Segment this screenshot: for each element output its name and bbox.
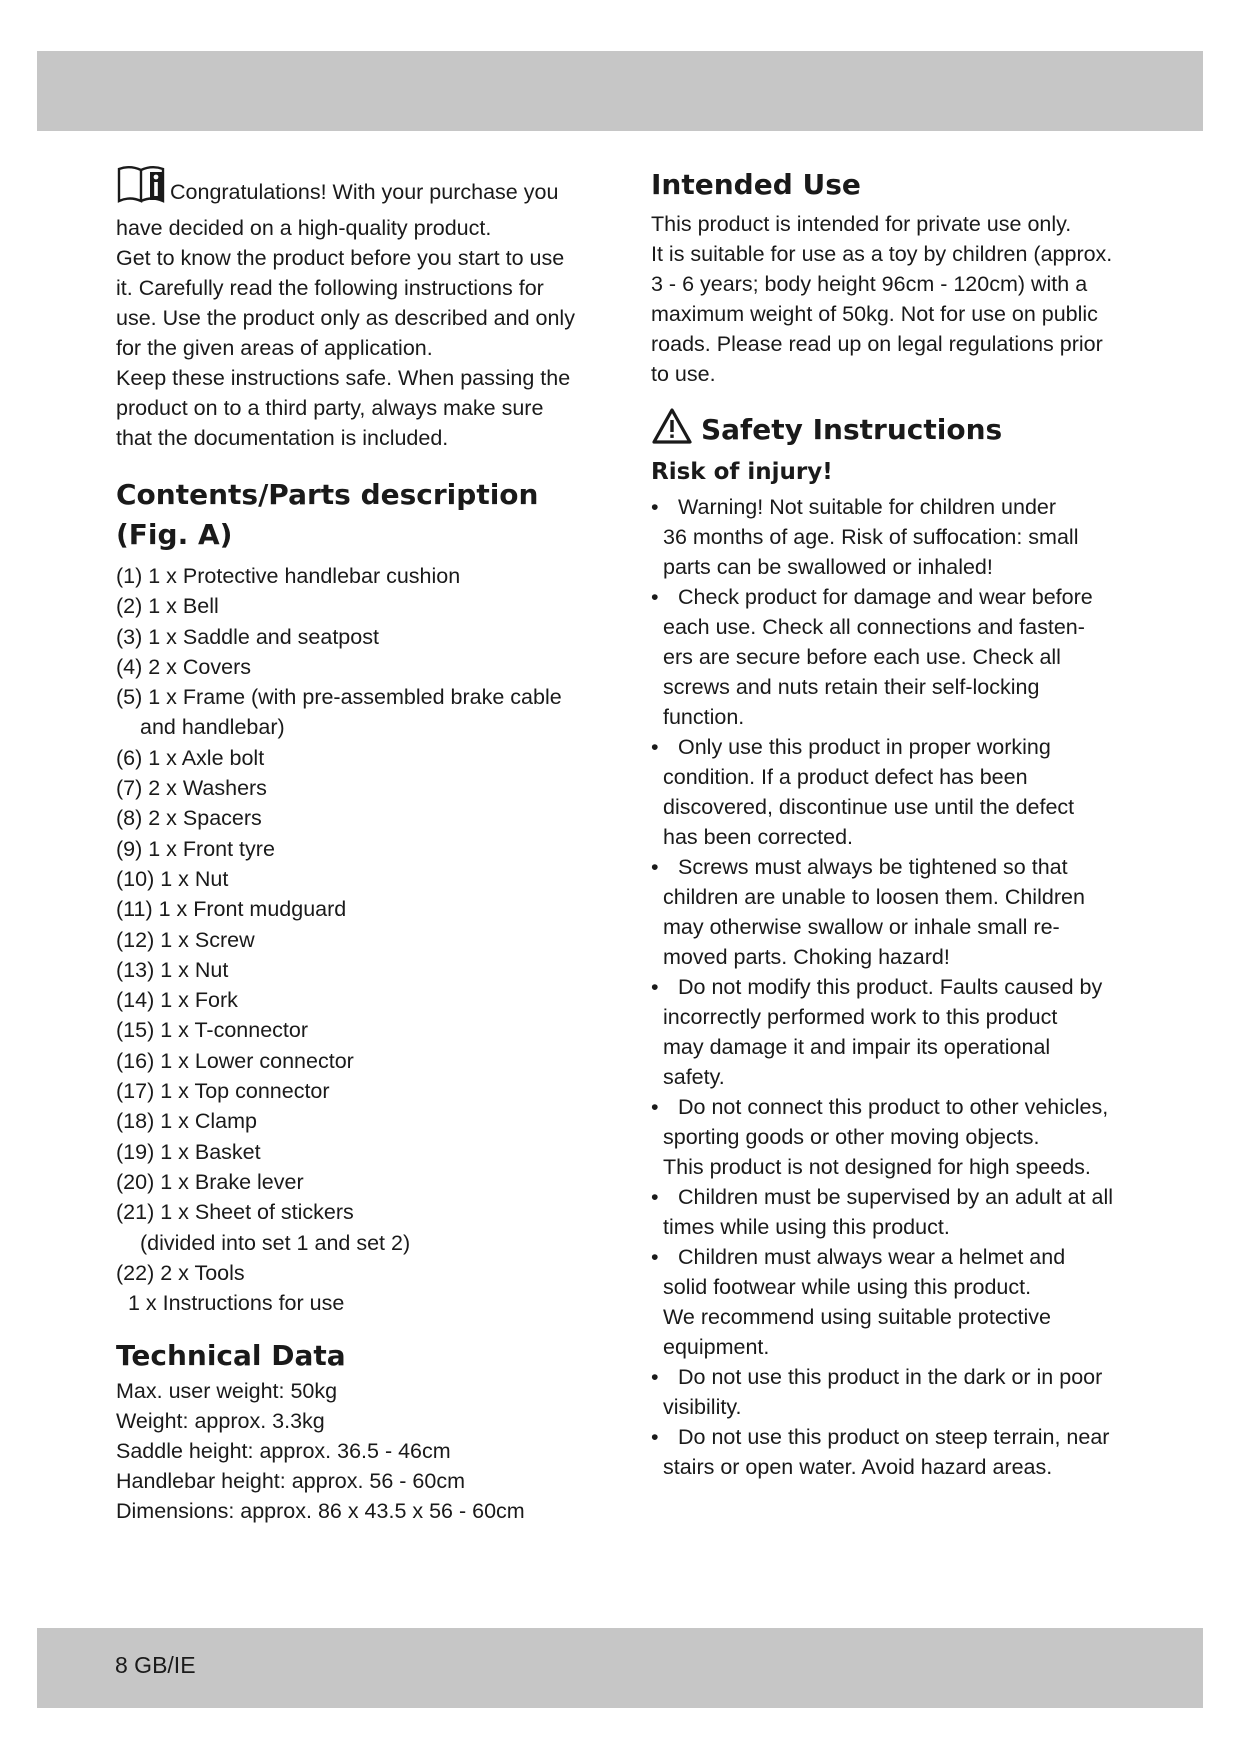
info-book-icon [116,165,168,213]
footer-band [37,1628,1203,1708]
list-item: 1 x Instructions for use [128,1291,345,1316]
bullet-dot: • [651,1425,659,1449]
tech-line: Max. user weight: 50kg [116,1379,338,1404]
bullet-line: children are unable to loosen them. Children [663,885,1085,909]
bullet-dot: • [651,585,659,609]
list-item: (8) 2 x Spacers [116,806,262,831]
bullet-line: ers are secure before each use. Check all [663,645,1061,669]
safety-bullet-list [651,492,1131,1482]
list-item: (15) 1 x T-connector [116,1018,308,1043]
intro-line: have decided on a high-quality product. [116,216,492,240]
list-item [651,582,1131,732]
bullet-line: function. [663,705,745,729]
bullet-line: stairs or open water. Avoid hazard areas. [663,1455,1053,1479]
bullet-line: moved parts. Choking hazard! [663,945,950,969]
contents-heading-line: (Fig. A) [116,518,233,551]
intended-line: maximum weight of 50kg. Not for use on public [651,302,1098,326]
intended-use-heading: Intended Use [651,168,861,201]
list-item: (21) 1 x Sheet of stickers [116,1200,354,1225]
tech-line: Dimensions: approx. 86 x 43.5 x 56 - 60cm [116,1499,525,1524]
list-item [651,732,1131,852]
bullet-dot: • [651,1365,659,1389]
list-item [651,1422,1131,1482]
list-item [651,1092,1131,1182]
list-item: (12) 1 x Screw [116,927,255,952]
list-item: (6) 1 x Axle bolt [116,745,265,770]
page-number: 8 GB/IE [115,1652,196,1678]
intended-line: It is suitable for use as a toy by children (approx. [651,242,1113,266]
list-item: (5) 1 x Frame (with pre-assembled brake cable [116,685,562,710]
bullet-dot: • [651,975,659,999]
bullet-dot: • [651,1185,659,1209]
bullet-line: screws and nuts retain their self-locking [663,675,1040,699]
list-item [651,1242,1131,1362]
list-item: (2) 1 x Bell [116,594,219,619]
safety-heading-text: Safety Instructions [701,413,1003,446]
list-item: (22) 2 x Tools [116,1260,245,1285]
tech-line: Handlebar height: approx. 56 - 60cm [116,1469,465,1494]
technical-data-heading: Technical Data [116,1339,346,1373]
list-item [651,972,1131,1092]
intro-line: use. Use the product only as described and only [116,306,575,330]
list-item: (3) 1 x Saddle and seatpost [116,624,379,649]
list-item: (4) 2 x Covers [116,654,252,679]
bullet-line: each use. Check all connections and fasten- [663,615,1085,639]
contents-heading [116,475,606,555]
bullet-line: Do not modify this product. Faults caused by [678,975,1103,999]
bullet-line: Warning! Not suitable for children under [678,495,1057,519]
intended-line: to use. [651,362,716,386]
bullet-dot: • [651,1095,659,1119]
list-item: (divided into set 1 and set 2) [140,1230,411,1255]
bullet-line: We recommend using suitable protective [663,1305,1051,1329]
bullet-line: condition. If a product defect has been [663,765,1028,789]
intended-line: 3 - 6 years; body height 96cm - 120cm) with a [651,272,1088,296]
bullet-line: Screws must always be tightened so that [678,855,1068,879]
intro-line: Congratulations! With your purchase you [116,165,606,213]
bullet-line: solid footwear while using this product. [663,1275,1032,1299]
header-band [37,51,1203,131]
tech-line: Saddle height: approx. 36.5 - 46cm [116,1439,451,1464]
list-item: (20) 1 x Brake lever [116,1169,304,1194]
safety-heading [651,407,1131,456]
list-item [651,1362,1131,1422]
risk-of-injury-subheading: Risk of injury! [651,459,833,485]
list-item: (11) 1 x Front mudguard [116,897,347,922]
left-column [116,165,606,1526]
list-item: (14) 1 x Fork [116,988,238,1013]
bullet-line: This product is not designed for high speeds. [663,1155,1091,1179]
bullet-dot: • [651,1245,659,1269]
technical-data [116,1376,606,1526]
bullet-line: Check product for damage and wear before [678,585,1093,609]
tech-line: Weight: approx. 3.3kg [116,1409,325,1434]
bullet-line: safety. [663,1065,725,1089]
bullet-line: equipment. [663,1335,770,1359]
bullet-line: may otherwise swallow or inhale small re- [663,915,1060,939]
intro-line: it. Carefully read the following instructions for [116,276,544,300]
list-item [651,492,1131,582]
bullet-dot: • [651,495,659,519]
intro-line: that the documentation is included. [116,426,449,450]
intro-line: Keep these instructions safe. When passing the [116,366,571,390]
intended-line: roads. Please read up on legal regulations prior [651,332,1103,356]
bullet-line: Children must always wear a helmet and [678,1245,1066,1269]
bullet-line: Children must be supervised by an adult at all [678,1185,1114,1209]
intended-line: This product is intended for private use only. [651,212,1072,236]
bullet-line: Do not use this product on steep terrain, near [678,1425,1110,1449]
list-item [651,1182,1131,1242]
list-item [651,852,1131,972]
intro-line: for the given areas of application. [116,336,433,360]
bullet-line: times while using this product. [663,1215,950,1239]
bullet-line: may damage it and impair its operational [663,1035,1051,1059]
intro-line: product on to a third party, always make sure [116,396,544,420]
intended-use-text [651,209,1131,389]
intro-line: Get to know the product before you start to use [116,246,565,270]
contents-heading-line: Contents/Parts description [116,478,539,511]
intro-paragraph [116,165,606,453]
right-column [651,165,1131,1482]
bullet-line: has been corrected. [663,825,854,849]
bullet-line: Do not use this product in the dark or in poor [678,1365,1103,1389]
bullet-line: visibility. [663,1395,742,1419]
bullet-dot: • [651,855,659,879]
bullet-line: sporting goods or other moving objects. [663,1125,1040,1149]
bullet-dot: • [651,735,659,759]
warning-triangle-icon [651,407,693,456]
list-item: and handlebar) [140,715,285,740]
bullet-line: Do not connect this product to other vehicles, [678,1095,1109,1119]
list-item: (16) 1 x Lower connector [116,1048,354,1073]
bullet-line: discovered, discontinue use until the defect [663,795,1075,819]
list-item: (10) 1 x Nut [116,866,229,891]
bullet-line: 36 months of age. Risk of suffocation: small [663,525,1079,549]
parts-list [116,561,606,1318]
list-item: (7) 2 x Washers [116,776,267,801]
list-item: (13) 1 x Nut [116,957,229,982]
list-item: (19) 1 x Basket [116,1139,261,1164]
list-item: (17) 1 x Top connector [116,1079,330,1104]
list-item: (1) 1 x Protective handlebar cushion [116,564,461,588]
bullet-line: incorrectly performed work to this product [663,1005,1058,1029]
list-item: (9) 1 x Front tyre [116,836,275,861]
bullet-line: Only use this product in proper working [678,735,1051,759]
bullet-line: parts can be swallowed or inhaled! [663,555,993,579]
list-item: (18) 1 x Clamp [116,1109,257,1134]
